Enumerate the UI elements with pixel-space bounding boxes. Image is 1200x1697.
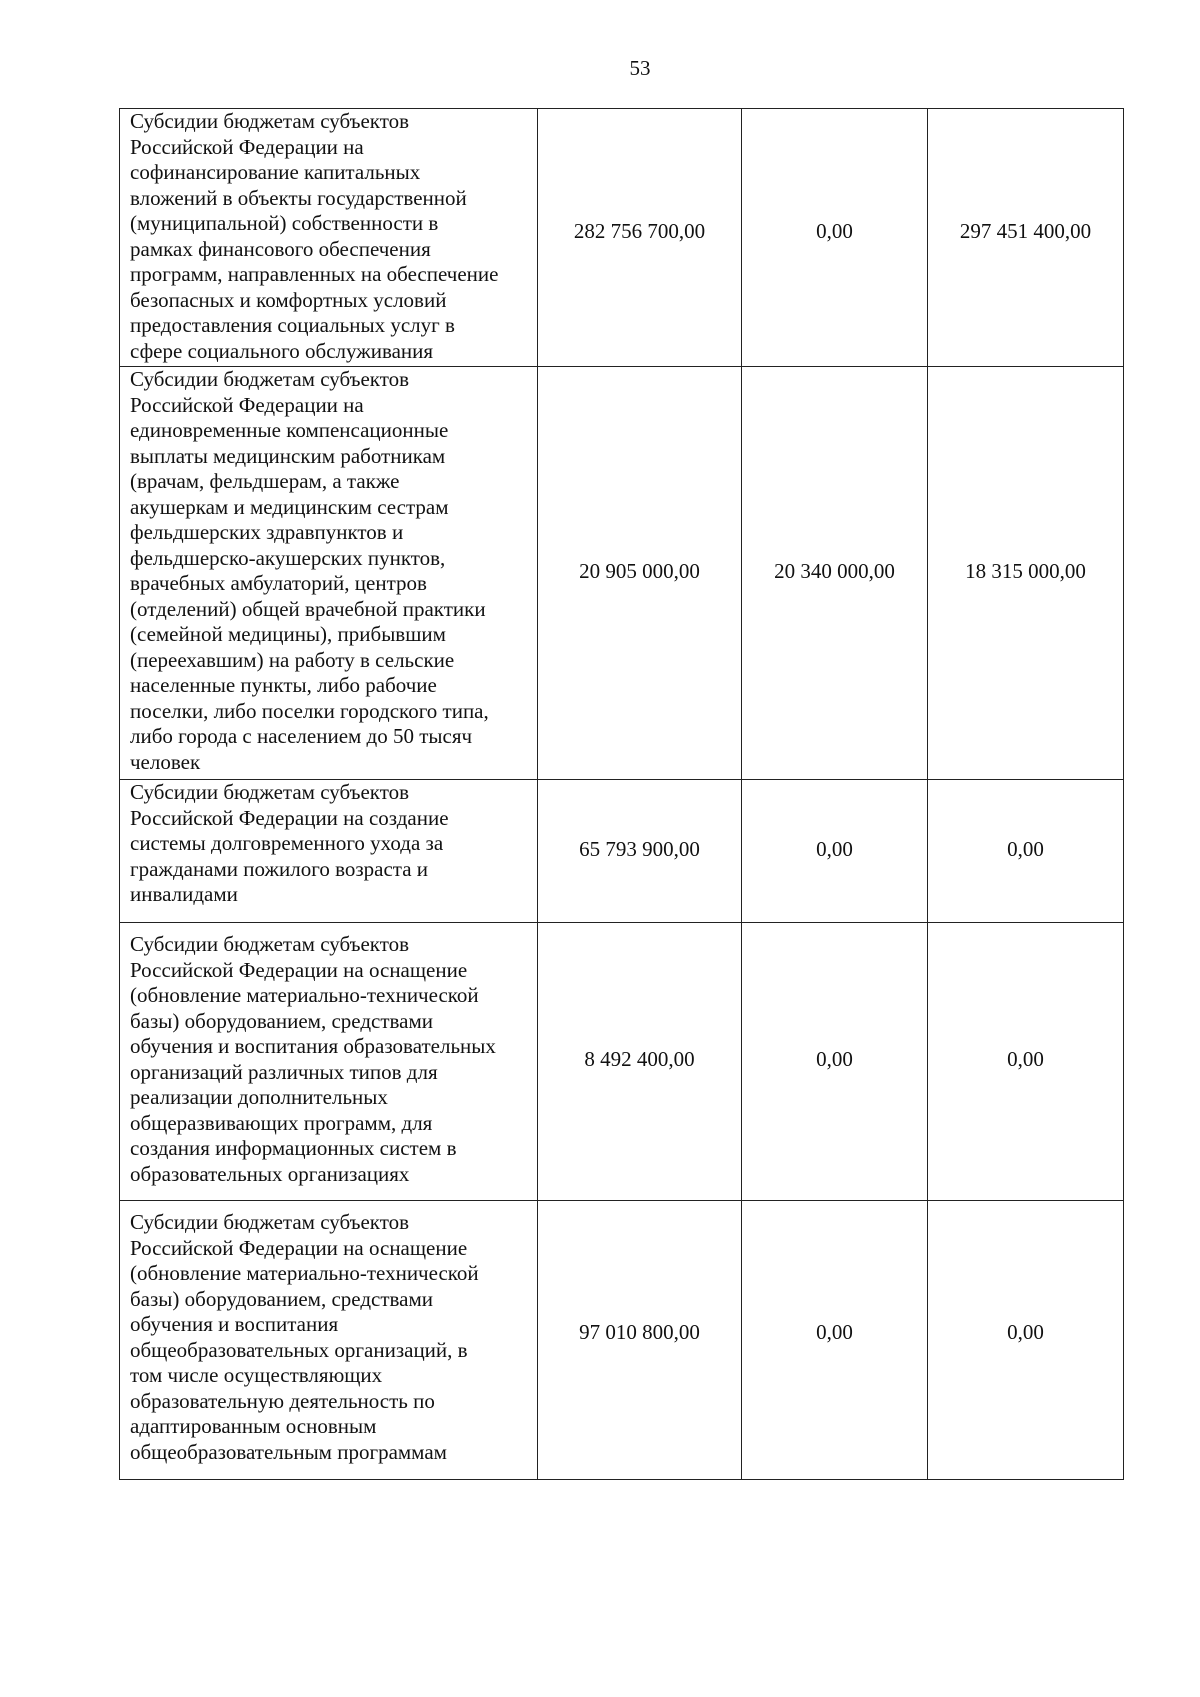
table-body — [120, 109, 1124, 1480]
description-line: базы) оборудованием, средствами — [130, 1008, 434, 1033]
description-line: Российской Федерации на создание — [130, 805, 449, 830]
table-row — [120, 780, 1124, 923]
description-line: обучения и воспитания — [130, 1312, 339, 1336]
description-line: безопасных и комфортных условий — [130, 287, 447, 312]
description-line: гражданами пожилого возраста и — [130, 856, 429, 881]
description-line: создания информационных систем в — [130, 1136, 457, 1160]
description-line: населенные пункты, либо рабочие — [130, 673, 437, 697]
table-row — [120, 923, 1124, 1201]
subsidy-description-cell — [120, 367, 538, 780]
amount-cell-col1: 8 492 400,00 — [538, 923, 742, 1201]
description-line: образовательную деятельность по — [130, 1388, 435, 1413]
table-row — [120, 367, 1124, 780]
description-line: либо города с населением до 50 тысяч — [130, 724, 473, 748]
amount-cell-col3: 297 451 400,00 — [928, 109, 1124, 367]
description-line: выплаты медицинским работникам — [130, 443, 446, 468]
description-line: (семейной медицины), прибывшим — [130, 622, 446, 646]
description-line: базы) оборудованием, средствами — [130, 1286, 434, 1311]
description-line: предоставления социальных услуг в — [130, 313, 455, 337]
amount-cell-col3: 0,00 — [928, 923, 1124, 1201]
description-line: Российской Федерации на — [130, 392, 364, 417]
subsidy-description-cell — [120, 1201, 538, 1480]
description-line: Субсидии бюджетам субъектов — [130, 109, 410, 133]
amount-cell-col2: 0,00 — [742, 1201, 928, 1480]
description-line: (муниципальной) собственности в — [130, 211, 439, 235]
table-row — [120, 1201, 1124, 1480]
description-line: Субсидии бюджетам субъектов — [130, 1210, 410, 1234]
description-line: поселки, либо поселки городского типа, — [130, 698, 489, 723]
description-line: обучения и воспитания образовательных — [130, 1034, 496, 1058]
subsidy-table — [119, 108, 1124, 1480]
description-line: врачебных амбулаторий, центров — [130, 571, 427, 595]
description-line: единовременные компенсационные — [130, 418, 449, 442]
description-line: фельдшерских здравпунктов и — [130, 520, 404, 544]
description-line: (обновление материально-технической — [130, 1261, 479, 1285]
amount-cell-col1: 20 905 000,00 — [538, 367, 742, 780]
description-line: (переехавшим) на работу в сельские — [130, 647, 455, 672]
amount-cell-col1: 282 756 700,00 — [538, 109, 742, 367]
description-line: вложений в объекты государственной — [130, 185, 467, 210]
description-line: рамках финансового обеспечения — [130, 236, 431, 261]
description-line: фельдшерско-акушерских пунктов, — [130, 545, 446, 570]
page-number: 53 — [629, 56, 651, 80]
description-line: общеобразовательным программам — [130, 1439, 447, 1464]
subsidy-description-cell — [120, 923, 538, 1201]
description-line: Субсидии бюджетам субъектов — [130, 932, 410, 956]
amount-cell-col2: 0,00 — [742, 109, 928, 367]
description-line: софинансирование капитальных — [130, 160, 421, 184]
description-line: человек — [130, 749, 201, 774]
amount-cell-col1: 65 793 900,00 — [538, 780, 742, 923]
table-row — [120, 109, 1124, 367]
description-line: (врачам, фельдшерам, а также — [130, 469, 400, 493]
amount-cell-col3: 18 315 000,00 — [928, 367, 1124, 780]
amount-cell-col1: 97 010 800,00 — [538, 1201, 742, 1480]
description-line: общеразвивающих программ, для — [130, 1110, 433, 1135]
amount-cell-col2: 20 340 000,00 — [742, 367, 928, 780]
description-line: сфере социального обслуживания — [130, 338, 434, 363]
amount-cell-col3: 0,00 — [928, 1201, 1124, 1480]
description-line: Российской Федерации на — [130, 134, 364, 159]
subsidy-description-cell — [120, 109, 538, 367]
description-line: акушеркам и медицинским сестрам — [130, 494, 449, 519]
description-line: Российской Федерации на оснащение — [130, 1235, 468, 1260]
description-line: системы долговременного ухода за — [130, 831, 444, 855]
amount-cell-col2: 0,00 — [742, 780, 928, 923]
description-line: Российской Федерации на оснащение — [130, 957, 468, 982]
amount-cell-col3: 0,00 — [928, 780, 1124, 923]
description-line: Субсидии бюджетам субъектов — [130, 780, 410, 804]
description-line: Субсидии бюджетам субъектов — [130, 367, 410, 391]
description-line: общеобразовательных организаций, в — [130, 1337, 468, 1362]
description-line: (отделений) общей врачебной практики — [130, 596, 486, 621]
description-line: том числе осуществляющих — [130, 1363, 383, 1387]
description-line: (обновление материально-технической — [130, 983, 479, 1007]
description-line: организаций различных типов для — [130, 1059, 438, 1084]
description-line: образовательных организациях — [130, 1161, 410, 1186]
subsidy-description-cell — [120, 780, 538, 923]
description-line: инвалидами — [130, 882, 238, 906]
description-line: реализации дополнительных — [130, 1085, 388, 1109]
description-line: адаптированным основным — [130, 1414, 377, 1438]
description-line: программ, направленных на обеспечение — [130, 262, 499, 286]
amount-cell-col2: 0,00 — [742, 923, 928, 1201]
